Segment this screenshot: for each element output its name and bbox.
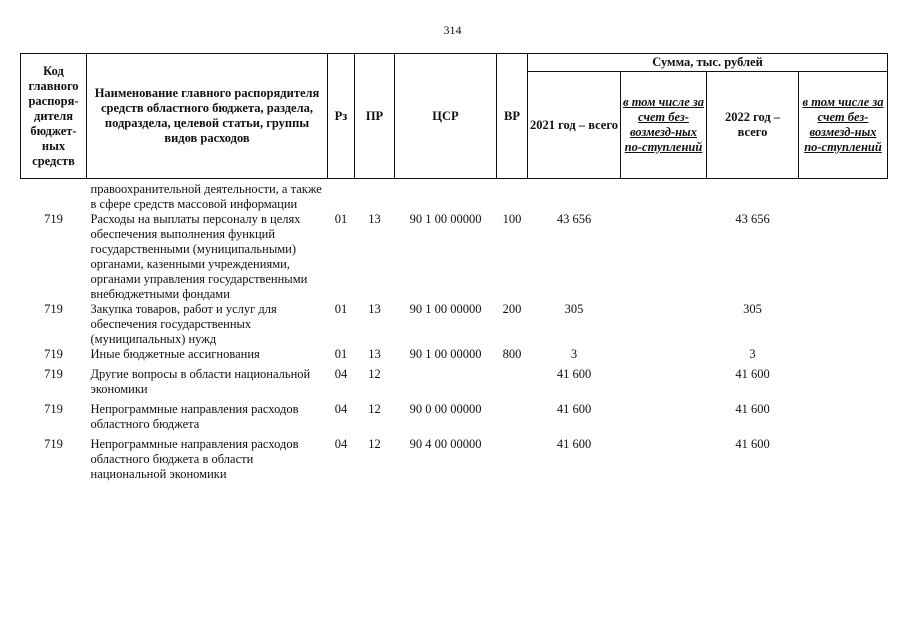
row-2022-free — [799, 347, 888, 362]
row-pr: 12 — [368, 367, 381, 381]
row-2021-free — [621, 362, 707, 397]
page-number: 314 — [443, 23, 462, 37]
header-2021-free-text: в том числе за счет без-возмезд-ных по-ступлений — [623, 95, 705, 154]
row-code: 719 — [44, 347, 63, 361]
header-pr: ПР — [355, 54, 395, 179]
row-csr: 90 1 00 00000 — [409, 212, 482, 226]
table-row — [21, 347, 888, 362]
row-2021-total: 3 — [570, 347, 578, 361]
row-2022-total: 43 656 — [735, 212, 770, 226]
row-rz: 04 — [334, 437, 348, 451]
row-rz — [328, 182, 355, 212]
row-2021-total: 305 — [564, 302, 584, 316]
header-csr: ЦСР — [395, 54, 497, 179]
row-2022-total: 41 600 — [735, 402, 770, 416]
row-2022-free — [799, 397, 888, 432]
row-csr — [395, 182, 497, 212]
row-vr — [497, 362, 528, 397]
row-rz: 01 — [334, 347, 348, 361]
row-2022-total: 41 600 — [735, 437, 770, 451]
row-vr — [497, 432, 528, 482]
header-2021-total: 2021 год – всего — [528, 72, 621, 179]
row-rz: 04 — [334, 367, 348, 381]
row-2022-free — [799, 432, 888, 482]
header-2022-total: 2022 год – всего — [707, 72, 799, 179]
row-name: Непрограммные направления расходов областного бюджета в области национальной экономики — [90, 437, 299, 481]
table-row — [21, 362, 888, 397]
row-pr: 13 — [368, 212, 381, 226]
row-vr: 800 — [502, 347, 522, 361]
row-2021-total: 43 656 — [556, 212, 592, 226]
header-rz: Рз — [328, 54, 355, 179]
row-pr: 12 — [368, 402, 381, 416]
row-rz: 01 — [334, 302, 348, 316]
header-2022-free-text: в том числе за счет без-возмезд-ных по-ступлений — [802, 95, 884, 154]
header-name: Наименование главного распорядителя средств областного бюджета, раздела, подраздела, целевой статьи, группы видов расходов — [87, 54, 328, 179]
row-csr — [395, 362, 497, 397]
row-vr: 100 — [502, 212, 522, 226]
row-2021-free — [621, 347, 707, 362]
row-2022-total: 41 600 — [735, 367, 770, 381]
row-2022-total — [707, 182, 799, 212]
budget-table — [20, 53, 888, 482]
table-row — [21, 432, 888, 482]
row-vr — [497, 397, 528, 432]
row-2021-free — [621, 302, 707, 347]
row-2021-total: 41 600 — [556, 437, 592, 451]
row-name: правоохранительной деятельности, а также в сфере средств массовой информации — [90, 182, 322, 211]
row-2021-free — [621, 397, 707, 432]
header-sum-group: Сумма, тыс. рублей — [528, 54, 888, 72]
row-code — [21, 182, 87, 212]
row-vr — [497, 182, 528, 212]
header-2022-free — [799, 72, 888, 179]
row-2021-total: 41 600 — [556, 367, 592, 381]
row-code: 719 — [44, 402, 63, 416]
row-pr: 13 — [368, 302, 381, 316]
row-name: Расходы на выплаты персоналу в целях обеспечения выполнения функций государственными (муниципальными) органами, казенными учреждениями, органами управления государственными внебюджетными фондами — [90, 212, 308, 301]
header-code: Код главного распоря-дителя бюджет-ных средств — [21, 54, 87, 179]
row-name: Закупка товаров, работ и услуг для обеспечения государственных (муниципальных) нужд — [90, 302, 277, 346]
header-2021-free — [621, 72, 707, 179]
row-2022-free — [799, 302, 888, 347]
row-2022-free — [799, 212, 888, 302]
row-rz: 04 — [334, 402, 348, 416]
row-rz: 01 — [334, 212, 348, 226]
row-pr: 12 — [368, 437, 381, 451]
row-pr: 13 — [368, 347, 381, 361]
row-2022-total: 305 — [743, 302, 762, 316]
row-2021-total: 41 600 — [556, 402, 592, 416]
table-row — [21, 302, 888, 347]
row-2021-free — [621, 212, 707, 302]
header-vr: ВР — [497, 54, 528, 179]
row-pr — [355, 182, 395, 212]
table-row — [21, 212, 888, 302]
table-row — [21, 182, 888, 212]
row-code: 719 — [44, 212, 63, 226]
row-name: Другие вопросы в области национальной экономики — [90, 367, 311, 396]
row-code: 719 — [44, 302, 63, 316]
row-2021-total — [528, 182, 621, 212]
row-name: Иные бюджетные ассигнования — [90, 347, 260, 361]
row-csr: 90 0 00 00000 — [409, 402, 482, 416]
row-csr: 90 1 00 00000 — [409, 347, 482, 361]
row-2022-free — [799, 362, 888, 397]
row-csr: 90 1 00 00000 — [409, 302, 482, 316]
table-row — [21, 397, 888, 432]
row-csr: 90 4 00 00000 — [409, 437, 482, 451]
row-code: 719 — [44, 367, 63, 381]
row-code: 719 — [44, 437, 63, 451]
table-body — [21, 179, 888, 483]
table-header — [21, 54, 888, 179]
row-2022-free — [799, 182, 888, 212]
row-2021-free — [621, 432, 707, 482]
row-2021-free — [621, 182, 707, 212]
row-vr: 200 — [502, 302, 522, 316]
row-2022-total: 3 — [749, 347, 756, 361]
row-name: Непрограммные направления расходов областного бюджета — [90, 402, 299, 431]
